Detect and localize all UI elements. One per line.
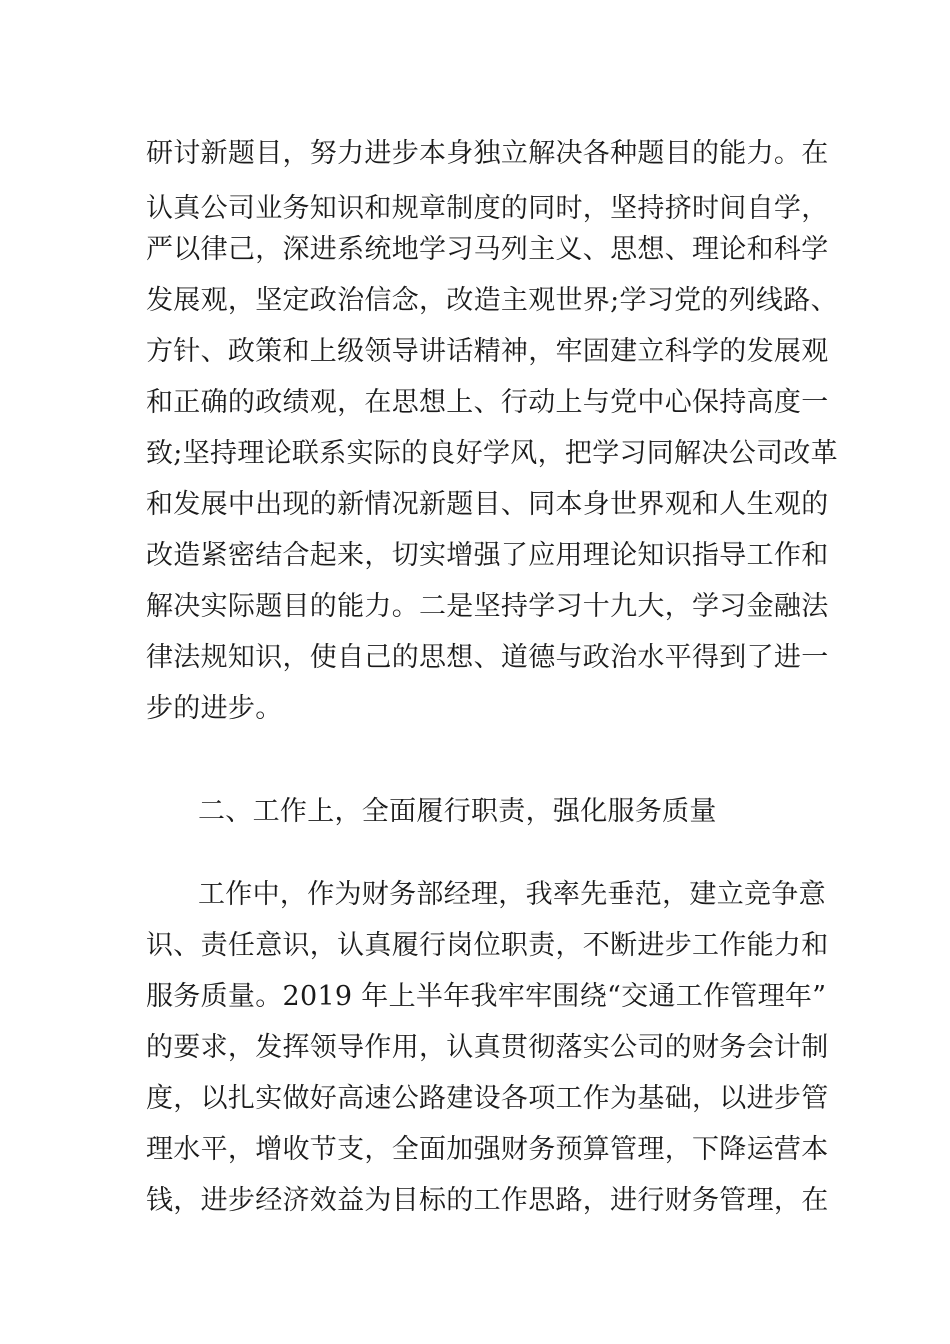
paragraph-2-line-1: 工作中，作为财务部经理，我率先垂范，建立竞争意 — [198, 879, 826, 910]
paragraph-2-line-6: 理水平，增收节支，全面加强财务预算管理，下降运营本 — [146, 1134, 829, 1165]
paragraph-1-line-1: 研讨新题目，努力进步本身独立解决各种题目的能力。在 — [146, 138, 829, 169]
paragraph-1-line-9: 改造紧密结合起来，切实增强了应用理论知识指导工作和 — [146, 540, 829, 571]
paragraph-2-line-2: 识、责任意识，认真履行岗位职责，不断进步工作能力和 — [146, 930, 829, 961]
paragraph-2-line-3: 服务质量。2019 年上半年我牢牢围绕“交通工作管理年” — [146, 981, 827, 1012]
paragraph-1-line-10: 解决实际题目的能力。二是坚持学习十九大，学习金融法 — [146, 591, 829, 622]
paragraph-1-line-12: 步的进步。 — [146, 693, 283, 724]
paragraph-1-line-2: 认真公司业务知识和规章制度的同时，坚持挤时间自学， — [146, 193, 829, 224]
paragraph-1-line-7: 致;坚持理论联系实际的良好学风，把学习同解决公司改革 — [146, 438, 838, 469]
section-heading: 二、工作上，全面履行职责，强化服务质量 — [198, 796, 717, 827]
paragraph-2-line-5: 度，以扎实做好高速公路建设各项工作为基础，以进步管 — [146, 1083, 829, 1114]
paragraph-1-line-4: 发展观，坚定政治信念，改造主观世界;学习党的列线路、 — [146, 285, 838, 316]
paragraph-1-line-11: 律法规知识，使自己的思想、道德与政治水平得到了进一 — [146, 642, 829, 673]
paragraph-1-line-3: 严以律己，深进系统地学习马列主义、思想、理论和科学 — [146, 234, 829, 265]
paragraph-1-line-8: 和发展中出现的新情况新题目、同本身世界观和人生观的 — [146, 489, 829, 520]
paragraph-2-line-7: 钱，进步经济效益为目标的工作思路，进行财务管理，在 — [146, 1185, 829, 1216]
paragraph-2-line-4: 的要求，发挥领导作用，认真贯彻落实公司的财务会计制 — [146, 1032, 829, 1063]
paragraph-1-line-5: 方针、政策和上级领导讲话精神，牢固建立科学的发展观 — [146, 336, 829, 367]
paragraph-1-line-6: 和正确的政绩观，在思想上、行动上与党中心保持高度一 — [146, 387, 829, 418]
